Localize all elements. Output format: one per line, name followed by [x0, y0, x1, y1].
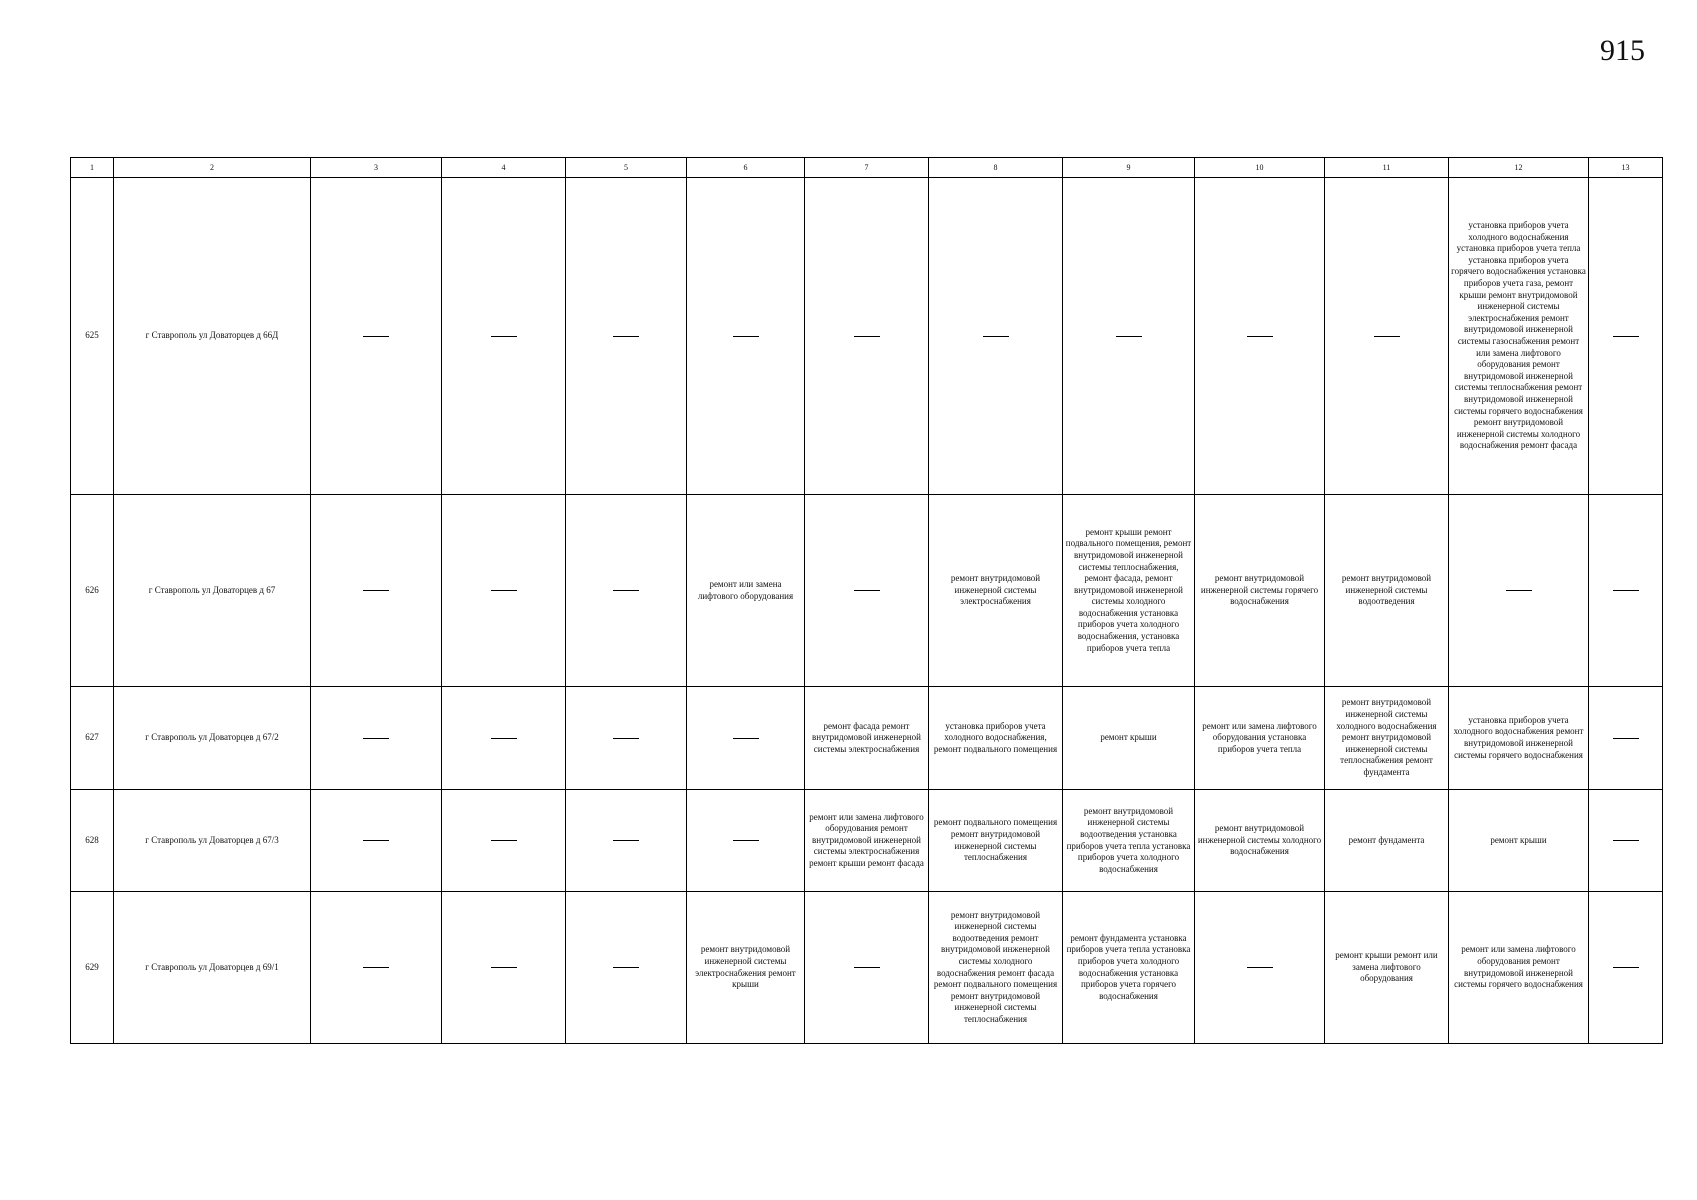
table-row	[71, 495, 1663, 687]
empty-cell	[929, 178, 1063, 495]
dash-mark	[1374, 336, 1400, 337]
dash-mark	[613, 738, 639, 739]
column-header: 7	[805, 158, 929, 178]
dash-mark	[491, 336, 517, 337]
works-cell: ремонт внутридомовой инженерной системы горячего водоснабжения	[1195, 495, 1325, 687]
works-cell: ремонт крыши	[1063, 687, 1195, 790]
works-cell: ремонт внутридомовой инженерной системы электроснабжения	[929, 495, 1063, 687]
works-cell: ремонт фундамента	[1325, 790, 1449, 892]
dash-mark	[363, 738, 389, 739]
works-cell: ремонт внутридомовой инженерной системы электроснабжения ремонт крыши	[687, 892, 805, 1044]
empty-cell	[442, 495, 566, 687]
column-header: 1	[71, 158, 114, 178]
works-table	[70, 157, 1663, 1044]
table-row	[71, 687, 1663, 790]
column-header: 9	[1063, 158, 1195, 178]
works-cell: ремонт внутридомовой инженерной системы холодного водоснабжения	[1195, 790, 1325, 892]
dash-mark	[733, 336, 759, 337]
dash-mark	[1613, 840, 1639, 841]
works-cell: ремонт внутридомовой инженерной системы водоотведения	[1325, 495, 1449, 687]
empty-cell	[442, 178, 566, 495]
table-row	[71, 790, 1663, 892]
table-row	[71, 178, 1663, 495]
row-number: 629	[71, 892, 114, 1044]
dash-mark	[1613, 336, 1639, 337]
empty-cell	[442, 892, 566, 1044]
row-number: 625	[71, 178, 114, 495]
works-cell: ремонт внутридомовой инженерной системы водоотведения установка приборов учета тепла установка приборов учета холодного водоснабжения	[1063, 790, 1195, 892]
empty-cell	[1325, 178, 1449, 495]
dash-mark	[363, 840, 389, 841]
works-cell: ремонт внутридомовой инженерной системы холодного водоснабжения ремонт внутридомовой инженерной системы теплоснабжения ремонт фундамента	[1325, 687, 1449, 790]
row-number: 626	[71, 495, 114, 687]
dash-mark	[363, 967, 389, 968]
dash-mark	[613, 336, 639, 337]
works-cell: ремонт или замена лифтового оборудования ремонт внутридомовой инженерной системы горячего водоснабжения	[1449, 892, 1589, 1044]
empty-cell	[1063, 178, 1195, 495]
column-header: 8	[929, 158, 1063, 178]
empty-cell	[1589, 687, 1663, 790]
dash-mark	[983, 336, 1009, 337]
column-header: 4	[442, 158, 566, 178]
empty-cell	[566, 495, 687, 687]
empty-cell	[1195, 178, 1325, 495]
column-header: 10	[1195, 158, 1325, 178]
empty-cell	[1589, 892, 1663, 1044]
empty-cell	[1589, 178, 1663, 495]
works-cell: ремонт крыши ремонт или замена лифтового оборудования	[1325, 892, 1449, 1044]
page-number: 915	[1600, 34, 1645, 67]
empty-cell	[687, 687, 805, 790]
dash-mark	[1247, 336, 1273, 337]
empty-cell	[1195, 892, 1325, 1044]
dash-mark	[491, 840, 517, 841]
empty-cell	[566, 178, 687, 495]
dash-mark	[854, 336, 880, 337]
column-header: 5	[566, 158, 687, 178]
row-number: 628	[71, 790, 114, 892]
dash-mark	[1247, 967, 1273, 968]
dash-mark	[1116, 336, 1142, 337]
dash-mark	[363, 590, 389, 591]
empty-cell	[1449, 495, 1589, 687]
column-header: 3	[311, 158, 442, 178]
dash-mark	[491, 590, 517, 591]
table-row	[71, 892, 1663, 1044]
address-cell: г Ставрополь ул Доваторцев д 67/3	[114, 790, 311, 892]
works-cell: ремонт или замена лифтового оборудования	[687, 495, 805, 687]
column-header: 11	[1325, 158, 1449, 178]
empty-cell	[311, 178, 442, 495]
empty-cell	[311, 790, 442, 892]
empty-cell	[311, 495, 442, 687]
empty-cell	[805, 495, 929, 687]
works-cell: ремонт крыши	[1449, 790, 1589, 892]
empty-cell	[566, 687, 687, 790]
works-cell: ремонт или замена лифтового оборудования установка приборов учета тепла	[1195, 687, 1325, 790]
address-cell: г Ставрополь ул Доваторцев д 67	[114, 495, 311, 687]
dash-mark	[613, 840, 639, 841]
dash-mark	[854, 967, 880, 968]
dash-mark	[733, 840, 759, 841]
empty-cell	[805, 892, 929, 1044]
address-cell: г Ставрополь ул Доваторцев д 69/1	[114, 892, 311, 1044]
address-cell: г Ставрополь ул Доваторцев д 66Д	[114, 178, 311, 495]
empty-cell	[1589, 495, 1663, 687]
column-header: 13	[1589, 158, 1663, 178]
empty-cell	[566, 892, 687, 1044]
dash-mark	[363, 336, 389, 337]
works-cell: ремонт крыши ремонт подвального помещения, ремонт внутридомовой инженерной системы теплоснабжения, ремонт фасада, ремонт внутридомовой инженерной системы холодного водоснабжения установка приборов учета холодного водоснабжения, установка приборов учета тепла	[1063, 495, 1195, 687]
works-cell: ремонт фасада ремонт внутридомовой инженерной системы электроснабжения	[805, 687, 929, 790]
dash-mark	[613, 590, 639, 591]
empty-cell	[311, 687, 442, 790]
address-cell: г Ставрополь ул Доваторцев д 67/2	[114, 687, 311, 790]
works-cell: установка приборов учета холодного водоснабжения установка приборов учета тепла установка приборов учета горячего водоснабжения установка приборов учета газа, ремонт крыши ремонт внутридомовой инженерной системы электроснабжения ремонт внутридомовой инженерной системы газоснабжения ремонт или замена лифтового оборудования ремонт внутридомовой инженерной системы теплоснабжения ремонт внутридомовой инженерной системы горячего водоснабжения ремонт внутридомовой инженерной системы холодного водоснабжения ремонт фасада	[1449, 178, 1589, 495]
column-header: 2	[114, 158, 311, 178]
dash-mark	[733, 738, 759, 739]
empty-cell	[687, 178, 805, 495]
works-cell: ремонт или замена лифтового оборудования ремонт внутридомовой инженерной системы электроснабжения ремонт крыши ремонт фасада	[805, 790, 929, 892]
dash-mark	[613, 967, 639, 968]
dash-mark	[491, 967, 517, 968]
dash-mark	[491, 738, 517, 739]
column-header: 12	[1449, 158, 1589, 178]
column-header: 6	[687, 158, 805, 178]
empty-cell	[687, 790, 805, 892]
dash-mark	[1506, 590, 1532, 591]
empty-cell	[805, 178, 929, 495]
works-cell: установка приборов учета холодного водоснабжения ремонт внутридомовой инженерной системы горячего водоснабжения	[1449, 687, 1589, 790]
dash-mark	[854, 590, 880, 591]
works-cell: ремонт фундамента установка приборов учета тепла установка приборов учета холодного водоснабжения установка приборов учета горячего водоснабжения	[1063, 892, 1195, 1044]
dash-mark	[1613, 967, 1639, 968]
works-cell: установка приборов учета холодного водоснабжения, ремонт подвального помещения	[929, 687, 1063, 790]
works-cell: ремонт подвального помещения ремонт внутридомовой инженерной системы теплоснабжения	[929, 790, 1063, 892]
empty-cell	[442, 687, 566, 790]
dash-mark	[1613, 590, 1639, 591]
dash-mark	[1613, 738, 1639, 739]
empty-cell	[311, 892, 442, 1044]
works-cell: ремонт внутридомовой инженерной системы водоотведения ремонт внутридомовой инженерной системы холодного водоснабжения ремонт фасада ремонт подвального помещения ремонт внутридомовой инженерной системы теплоснабжения	[929, 892, 1063, 1044]
column-number-row	[71, 158, 1663, 178]
empty-cell	[1589, 790, 1663, 892]
empty-cell	[442, 790, 566, 892]
empty-cell	[566, 790, 687, 892]
row-number: 627	[71, 687, 114, 790]
